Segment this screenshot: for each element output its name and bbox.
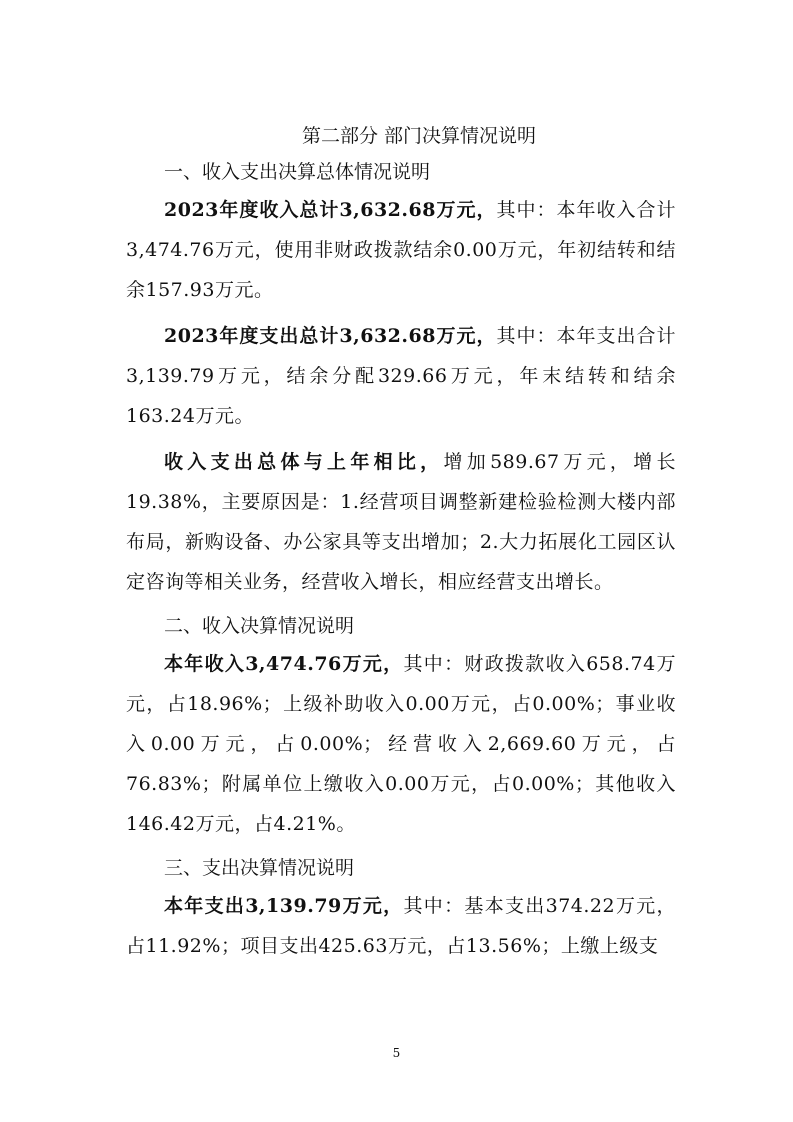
paragraph-lead: 2023年度支出总计3,632.68万元，: [164, 325, 497, 347]
paragraph-year-comparison: [126, 442, 676, 602]
paragraph-expense-total: [126, 316, 676, 436]
section-heading-1: 一、收入支出决算总体情况说明: [164, 161, 431, 183]
paragraph-lead: 本年支出3,139.79万元，: [164, 895, 404, 917]
paragraph-body: 增加589.67万元，增长19.38%，主要原因是：1.经营项目调整新建检验检测大楼内部布局，新购设备、办公家具等支出增加；2.大力拓展化工园区认定咨询等相关业务，经营收入增长，相应经营支出增长。: [126, 451, 676, 593]
page-title: 第二部分 部门决算情况说明: [301, 125, 537, 147]
paragraph-lead: 本年收入3,474.76万元，: [164, 653, 404, 675]
paragraph-income-detail: [126, 644, 676, 844]
paragraph-expense-detail: [126, 886, 676, 966]
document-body: [126, 118, 676, 972]
paragraph-income-total: [126, 190, 676, 310]
section-heading-3: 三、支出决算情况说明: [164, 857, 355, 879]
paragraph-body: 其中：本年支出合计3,139.79万元，结余分配329.66万元，年末结转和结余163.24万元。: [126, 325, 676, 427]
paragraph-body: 其中：财政拨款收入658.74万元，占18.96%；上级补助收入0.00万元，占0.00%；事业收入0.00万元，占0.00%；经营收入2,669.60万元，占76.83%；附属单位上缴收入0.00万元，占0.00%；其他收入146.42万元，占4.21%。: [126, 653, 676, 835]
paragraph-body: 其中：本年收入合计3,474.76万元，使用非财政拨款结余0.00万元，年初结转和结余157.93万元。: [126, 199, 676, 301]
paragraph-lead: 2023年度收入总计3,632.68万元，: [164, 199, 497, 221]
paragraph-lead: 收入支出总体与上年相比，: [164, 451, 444, 473]
paragraph-body: 其中：基本支出374.22万元，占11.92%；项目支出425.63万元，占13.56%；上缴上级支: [126, 895, 676, 957]
page-number: 5: [392, 1046, 401, 1060]
section-heading-2: 二、收入决算情况说明: [164, 615, 355, 637]
